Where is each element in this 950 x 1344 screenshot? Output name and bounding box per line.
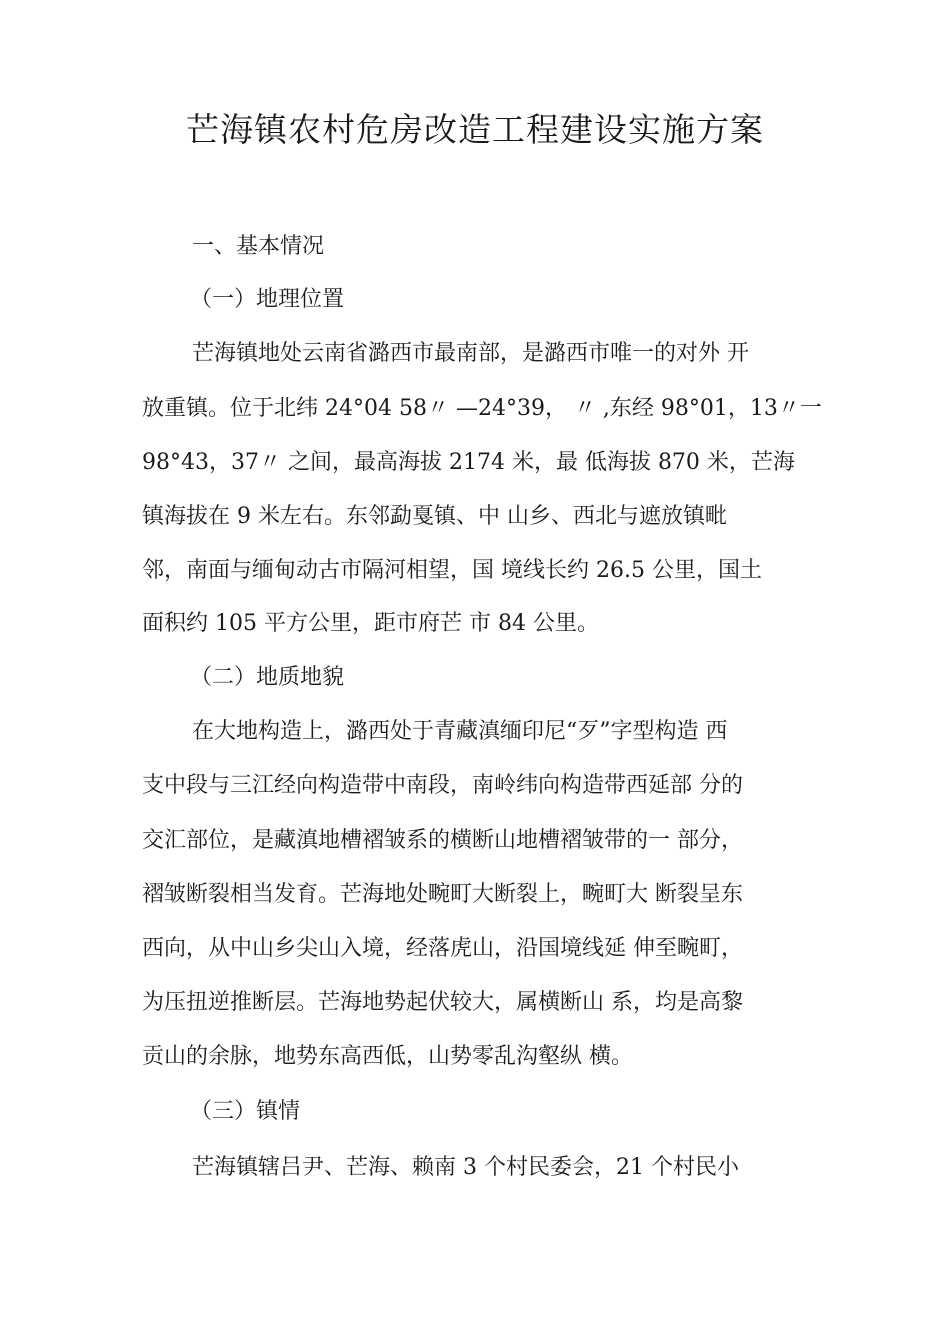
- text-line: 放重镇。位于北纬 24°04 58〃 —24°39， 〃 ,东经 98°01，13〃一: [142, 396, 822, 421]
- text-line: 褶皱断裂相当发育。芒海地处畹町大断裂上，畹町大 断裂呈东: [142, 882, 743, 907]
- subsection-heading-town-info: （三）镇情: [190, 1099, 301, 1124]
- text-line: 交汇部位，是藏滇地槽褶皱系的横断山地槽褶皱带的一 部分，: [142, 828, 743, 853]
- section-heading-basic-info: 一、基本情况: [192, 234, 325, 259]
- document-title: 芒海镇农村危房改造工程建设实施方案: [186, 110, 764, 149]
- text-line: 芒海镇辖吕尹、芒海、赖南 3 个村民委会，21 个村民小: [192, 1155, 739, 1180]
- subsection-heading-geology: （二）地质地貌: [190, 665, 345, 690]
- subsection-heading-location: （一）地理位置: [190, 287, 345, 312]
- text-line: 在大地构造上，潞西处于青藏滇缅印尼“歹”字型构造 西: [192, 719, 728, 744]
- text-line: 西向，从中山乡尖山入境，经落虎山，沿国境线延 伸至畹町，: [142, 936, 743, 961]
- text-line: 贡山的余脉，地势东高西低，山势零乱沟壑纵 横。: [142, 1044, 633, 1069]
- text-line: 支中段与三江经向构造带中南段，南岭纬向构造带西延部 分的: [142, 773, 743, 798]
- text-line: 芒海镇地处云南省潞西市最南部，是潞西市唯一的对外 开: [192, 341, 749, 366]
- text-line: 面积约 105 平方公里，距市府芒 市 84 公里。: [142, 611, 599, 636]
- text-line: 镇海拔在 9 米左右。东邻勐戛镇、中 山乡、西北与遮放镇毗: [142, 504, 727, 529]
- text-line: 为压扭逆推断层。芒海地势起伏较大，属横断山 系，均是高黎: [142, 990, 743, 1015]
- text-line: 98°43，37〃 之间，最高海拔 2174 米，最 低海拔 870 米，芒海: [142, 450, 795, 475]
- text-line: 邻，南面与缅甸动古市隔河相望，国 境线长约 26.5 公里，国土: [142, 558, 762, 583]
